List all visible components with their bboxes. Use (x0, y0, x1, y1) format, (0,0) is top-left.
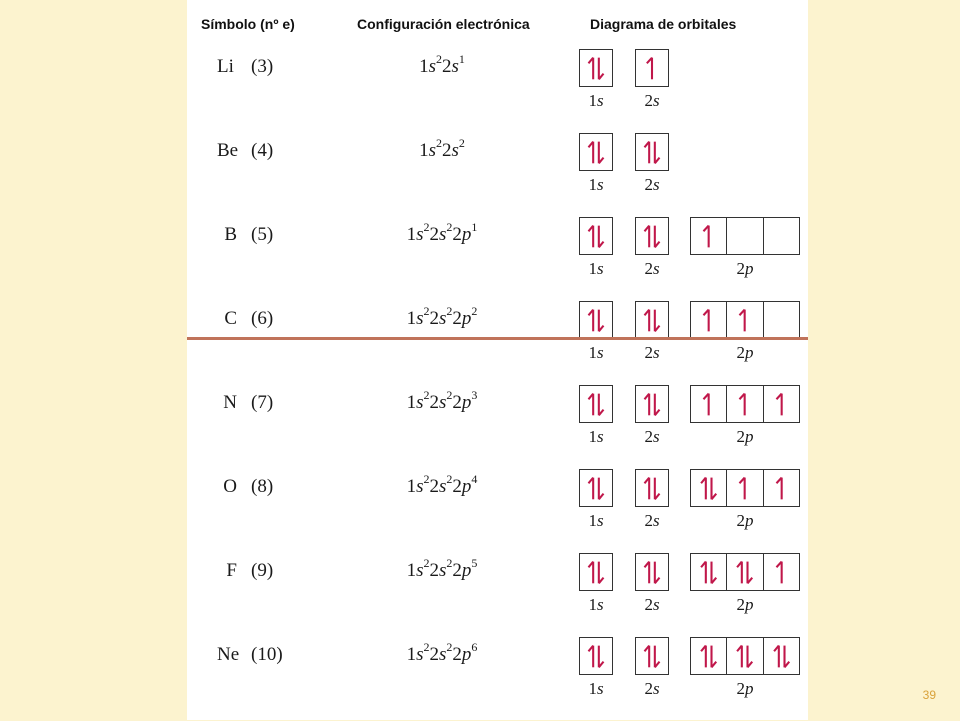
config-shell: 1 (406, 476, 417, 497)
element-row (187, 469, 808, 553)
config-shell: 2 (452, 644, 462, 665)
orbital-box-2p (690, 469, 800, 507)
orbital-box-2p (690, 385, 800, 423)
orbital-box-2s (635, 133, 669, 171)
electron-configuration (367, 637, 517, 673)
orbital-cell-2p (763, 554, 799, 590)
config-exponent: 2 (423, 219, 430, 234)
orbital-box-1s (579, 133, 613, 171)
orbital-label-text: 2p (736, 511, 754, 530)
orbital-box-1s (579, 385, 613, 423)
config-exponent: 2 (458, 135, 465, 150)
orbital-cell-2p (691, 386, 726, 422)
orbital-cell-2p (726, 302, 762, 338)
orbital-cell-2p (726, 470, 762, 506)
electron-count: (7) (251, 392, 274, 413)
config-exponent: 2 (423, 639, 430, 654)
orbital-label-text: 1s (588, 679, 604, 698)
config-orbital: p (461, 644, 472, 665)
orbital-table-sheet (187, 0, 808, 720)
config-exponent: 2 (446, 471, 453, 486)
element-symbol-cell (217, 637, 283, 673)
orbital-label-2s (627, 175, 677, 195)
element-row (187, 301, 808, 385)
orbital-box-1s (579, 637, 613, 675)
orbital-label-text: 1s (588, 343, 604, 362)
element-symbol: O (223, 476, 237, 497)
header-orbitals: Diagrama de orbitales (590, 16, 737, 32)
config-exponent: 2 (446, 387, 453, 402)
config-exponent: 3 (471, 387, 478, 402)
orbital-box-2p (690, 553, 800, 591)
orbital-cell-2p (691, 218, 726, 254)
config-shell: 1 (406, 644, 417, 665)
config-orbital: s (416, 476, 424, 497)
electron-configuration (367, 469, 517, 505)
orbital-label-text: 1s (588, 595, 604, 614)
config-orbital: p (461, 560, 472, 581)
orbital-label-2s (627, 343, 677, 363)
config-exponent: 2 (446, 303, 453, 318)
config-orbital: s (439, 644, 447, 665)
element-row (187, 385, 808, 469)
orbital-cell-2p (726, 638, 762, 674)
config-shell: 2 (452, 224, 462, 245)
config-orbital: s (439, 560, 447, 581)
header-symbol: Símbolo (nº e) (201, 16, 295, 32)
config-exponent: 2 (446, 219, 453, 234)
electron-configuration (367, 49, 517, 85)
config-shell: 2 (452, 392, 462, 413)
orbital-label-2s (627, 91, 677, 111)
config-shell: 2 (452, 308, 462, 329)
electron-count: (5) (251, 224, 274, 245)
config-orbital: p (461, 476, 472, 497)
orbital-box-2s (635, 301, 669, 339)
element-symbol-cell (217, 469, 273, 505)
electron-count: (4) (251, 140, 274, 161)
orbital-label-text: 2p (736, 427, 754, 446)
orbital-cell-2p (726, 386, 762, 422)
config-shell: 1 (406, 392, 417, 413)
config-shell: 2 (429, 308, 439, 329)
config-shell: 2 (429, 392, 439, 413)
orbital-label-2p (720, 259, 770, 279)
orbital-box-2s (635, 637, 669, 675)
orbital-label-text: 2p (736, 595, 754, 614)
orbital-cell-2p (691, 302, 726, 338)
element-row (187, 133, 808, 217)
orbital-box-2p (690, 217, 800, 255)
orbital-box-1s (579, 469, 613, 507)
orbital-label-text: 2p (736, 259, 754, 278)
orbital-label-2s (627, 679, 677, 699)
electron-count: (8) (251, 476, 274, 497)
config-exponent: 6 (471, 639, 478, 654)
config-shell: 2 (429, 560, 439, 581)
orbital-label-text: 2s (644, 259, 660, 278)
orbital-label-text: 2s (644, 595, 660, 614)
orbital-box-2s (635, 385, 669, 423)
orbital-label-text: 2s (644, 175, 660, 194)
orbital-label-1s (571, 259, 621, 279)
config-orbital: s (439, 476, 447, 497)
orbital-label-2s (627, 259, 677, 279)
config-exponent: 2 (423, 303, 430, 318)
element-symbol: N (223, 392, 237, 413)
orbital-cell-2p (726, 218, 762, 254)
config-exponent: 2 (446, 639, 453, 654)
config-orbital: s (416, 560, 424, 581)
config-shell: 2 (442, 56, 452, 77)
orbital-label-2s (627, 511, 677, 531)
electron-count: (9) (251, 560, 274, 581)
orbital-label-2p (720, 679, 770, 699)
config-exponent: 1 (471, 219, 478, 234)
orbital-cell-2p (726, 554, 762, 590)
config-shell: 1 (419, 56, 429, 77)
orbital-label-text: 2s (644, 679, 660, 698)
config-orbital: s (451, 56, 459, 77)
electron-count: (10) (251, 644, 283, 665)
config-exponent: 2 (423, 387, 430, 402)
config-orbital: s (416, 392, 424, 413)
orbital-box-1s (579, 301, 613, 339)
orbital-label-1s (571, 91, 621, 111)
config-exponent: 2 (471, 303, 478, 318)
config-orbital: s (451, 140, 459, 161)
config-orbital: s (439, 308, 447, 329)
electron-configuration (367, 301, 517, 337)
element-row (187, 553, 808, 637)
orbital-label-1s (571, 511, 621, 531)
orbital-box-2p (690, 637, 800, 675)
orbital-label-1s (571, 175, 621, 195)
config-exponent: 2 (436, 51, 442, 66)
element-symbol: C (224, 308, 237, 329)
config-shell: 2 (429, 644, 439, 665)
config-orbital: p (461, 224, 472, 245)
element-symbol-cell (217, 49, 273, 85)
config-exponent: 1 (458, 51, 465, 66)
orbital-label-text: 1s (588, 259, 604, 278)
orbital-label-1s (571, 595, 621, 615)
config-orbital: s (416, 644, 424, 665)
orbital-cell-2p (763, 470, 799, 506)
orbital-cell-2p (763, 638, 799, 674)
orbital-label-2s (627, 427, 677, 447)
element-symbol-cell (217, 385, 273, 421)
config-exponent: 4 (471, 471, 478, 486)
orbital-box-1s (579, 553, 613, 591)
electron-configuration (367, 553, 517, 589)
orbital-box-2s (635, 553, 669, 591)
orbital-label-text: 2s (644, 343, 660, 362)
header-config: Configuración electrónica (357, 16, 530, 32)
page-number: 39 (922, 688, 936, 702)
orbital-label-text: 1s (588, 511, 604, 530)
orbital-cell-2p (763, 386, 799, 422)
orbital-box-2p (690, 301, 800, 339)
element-symbol-cell (217, 553, 273, 589)
orbital-label-text: 2s (644, 427, 660, 446)
config-orbital: s (428, 140, 436, 161)
element-symbol: Ne (217, 644, 240, 665)
orbital-box-1s (579, 49, 613, 87)
config-orbital: s (439, 392, 447, 413)
electron-configuration (367, 217, 517, 253)
config-shell: 2 (452, 560, 462, 581)
element-symbol-cell (217, 301, 273, 337)
config-exponent: 5 (471, 555, 478, 570)
config-orbital: s (428, 56, 436, 77)
orbital-label-text: 2s (644, 511, 660, 530)
orbital-label-2p (720, 511, 770, 531)
orbital-label-2p (720, 343, 770, 363)
orbital-label-2p (720, 595, 770, 615)
orbital-label-2p (720, 427, 770, 447)
config-exponent: 2 (423, 471, 430, 486)
orbital-cell-2p (691, 638, 726, 674)
orbital-box-2s (635, 217, 669, 255)
element-symbol: Li (217, 56, 234, 77)
orbital-cell-2p (691, 554, 726, 590)
config-shell: 1 (406, 560, 417, 581)
electron-count: (3) (251, 56, 274, 77)
divider-line (187, 337, 808, 340)
config-shell: 2 (442, 140, 452, 161)
config-orbital: s (416, 308, 424, 329)
config-shell: 1 (406, 224, 417, 245)
config-exponent: 2 (446, 555, 453, 570)
config-orbital: s (439, 224, 447, 245)
config-shell: 2 (429, 224, 439, 245)
orbital-label-text: 1s (588, 175, 604, 194)
orbital-label-text: 2p (736, 679, 754, 698)
electron-count: (6) (251, 308, 274, 329)
config-shell: 2 (429, 476, 439, 497)
electron-configuration (367, 133, 517, 169)
element-symbol: B (224, 224, 237, 245)
orbital-box-1s (579, 217, 613, 255)
orbital-label-text: 2s (644, 91, 660, 110)
orbital-label-1s (571, 679, 621, 699)
element-symbol: F (226, 560, 237, 581)
element-row (187, 637, 808, 721)
config-orbital: p (461, 392, 472, 413)
orbital-label-1s (571, 343, 621, 363)
orbital-box-2s (635, 469, 669, 507)
orbital-cell-2p (763, 218, 799, 254)
element-row (187, 217, 808, 301)
orbital-label-text: 2p (736, 343, 754, 362)
config-shell: 1 (406, 308, 417, 329)
orbital-label-2s (627, 595, 677, 615)
config-shell: 2 (452, 476, 462, 497)
element-symbol: Be (217, 140, 239, 161)
config-orbital: s (416, 224, 424, 245)
orbital-cell-2p (691, 470, 726, 506)
config-exponent: 2 (423, 555, 430, 570)
orbital-label-1s (571, 427, 621, 447)
orbital-label-text: 1s (588, 91, 604, 110)
element-row (187, 49, 808, 133)
electron-configuration (367, 385, 517, 421)
element-symbol-cell (217, 217, 273, 253)
orbital-box-2s (635, 49, 669, 87)
config-orbital: p (461, 308, 472, 329)
config-exponent: 2 (436, 135, 442, 150)
orbital-cell-2p (763, 302, 799, 338)
config-shell: 1 (419, 140, 429, 161)
orbital-label-text: 1s (588, 427, 604, 446)
element-symbol-cell (217, 133, 273, 169)
